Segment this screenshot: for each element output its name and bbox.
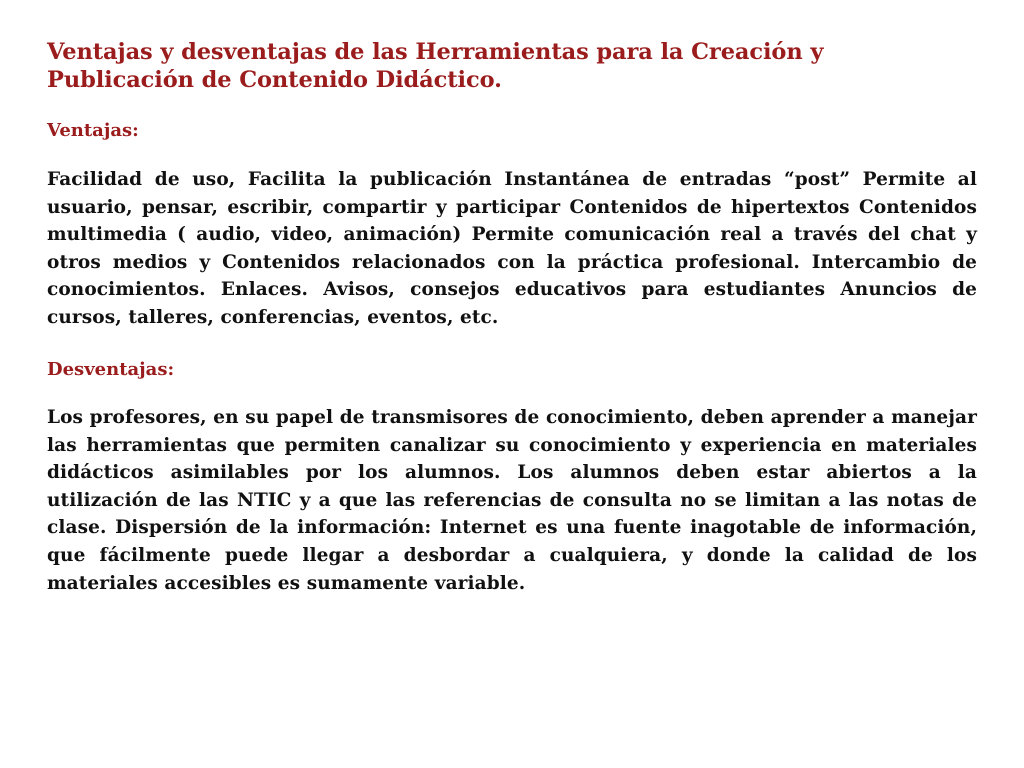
- slide-content: [47, 38, 977, 597]
- slide-title: Ventajas y desventajas de las Herramientas para la Creación y Publicación de Contenido Didáctico.: [47, 39, 824, 93]
- ventajas-heading: Ventajas:: [47, 120, 139, 141]
- desventajas-paragraph: Los profesores, en su papel de transmisores de conocimiento, deben aprender a manejar las herramientas que permiten canalizar su conocimiento y experiencia en materiales didácticos asimilables por los alumnos. Los alumnos deben estar abiertos a la utilización de las NTIC y a que las referencias de consulta no se limitan a las notas de clase. Dispersión de la información: Internet es una fuente inagotable de información, que fácilmente puede llegar a desbordar a cualquiera, y donde la calidad de los materiales accesibles es sumamente variable.: [47, 407, 977, 594]
- desventajas-heading: Desventajas:: [47, 359, 175, 380]
- ventajas-paragraph: Facilidad de uso, Facilita la publicación Instantánea de entradas “post” Permite al usuario, pensar, escribir, compartir y participar Contenidos de hipertextos Contenidos multimedia ( audio, video, animación) Permite comunicación real a través del chat y otros medios y Contenidos relacionados con la práctica profesional. Intercambio de conocimientos. Enlaces. Avisos, consejos educativos para estudiantes Anuncios de cursos, talleres, conferencias, eventos, etc.: [47, 169, 977, 328]
